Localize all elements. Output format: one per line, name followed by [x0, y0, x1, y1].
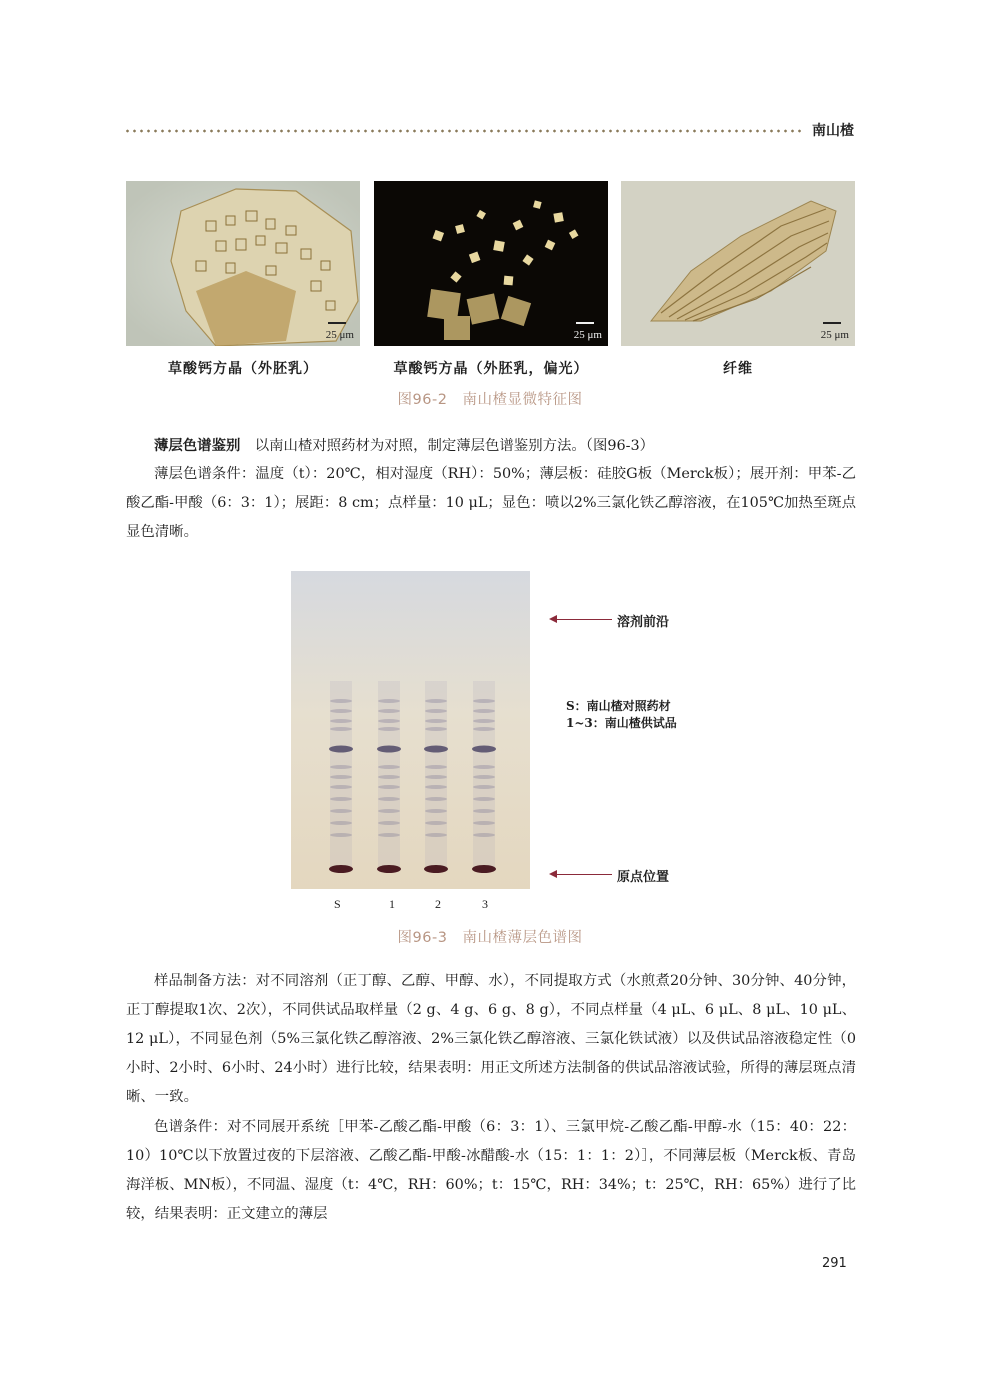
- tlc-faint-band: [473, 833, 495, 837]
- photo-caption: 草酸钙方晶（外胚乳，偏光）: [393, 361, 589, 377]
- tlc-main-band: [424, 746, 448, 753]
- tlc-faint-band: [473, 775, 495, 779]
- tlc-faint-band: [330, 785, 352, 789]
- tlc-plate: [291, 571, 530, 889]
- tlc-faint-band: [473, 709, 495, 713]
- micrograph-polarized-crystals: [374, 181, 608, 346]
- chrom-conditions-paragraph: 色谱条件：对不同展开系统［甲苯-乙酸乙酯-甲酸（6：3：1）、三氯甲烷-乙酸乙酯-甲醇-水（15：40：22：10）10℃以下放置过夜的下层溶液、乙酸乙酯-甲酸-冰醋酸-水（15：1：1：2）］，不同薄层板（Merck板、青岛海洋板、MN板），不同温、湿度（t：4℃，RH：60%；t：15℃，RH：34%；t：25℃，RH：65%）进行了比较，结果表明：正文建立的薄层: [126, 1119, 856, 1222]
- tlc-origin-spot: [472, 865, 496, 873]
- tlc-faint-band: [425, 797, 447, 801]
- tlc-faint-band: [378, 821, 400, 825]
- tlc-faint-band: [330, 719, 352, 723]
- tlc-faint-band: [425, 775, 447, 779]
- tlc-origin-spot: [424, 865, 448, 873]
- tlc-origin-spot: [377, 865, 401, 873]
- scale-label: 25 μm: [325, 329, 354, 341]
- tlc-faint-band: [425, 809, 447, 813]
- tlc-main-band: [377, 746, 401, 753]
- section-intro-text: 以南山楂对照药材为对照，制定薄层色谱鉴别方法。（图96-3）: [254, 438, 655, 454]
- legend-samples: 1~3：南山楂供试品: [566, 716, 677, 730]
- legend-reference: S：南山楂对照药材: [566, 699, 671, 713]
- section-heading: 薄层色谱鉴别: [154, 437, 241, 454]
- header-dotted-rule: [124, 129, 804, 133]
- tlc-faint-band: [378, 765, 400, 769]
- tlc-faint-band: [473, 727, 495, 731]
- tlc-faint-band: [378, 809, 400, 813]
- figure-96-2-caption: 图96-2 南山楂显微特征图: [397, 392, 583, 408]
- photo-caption: 纤维: [723, 361, 753, 377]
- fiber-bundle-image: [621, 181, 855, 346]
- tlc-faint-band: [473, 699, 495, 703]
- tlc-faint-band: [330, 699, 352, 703]
- tlc-faint-band: [378, 785, 400, 789]
- tlc-faint-band: [378, 775, 400, 779]
- tlc-faint-band: [330, 727, 352, 731]
- tlc-faint-band: [473, 719, 495, 723]
- scale-bar: [823, 322, 841, 324]
- polarized-crystal-image: [374, 181, 608, 346]
- tlc-faint-band: [378, 699, 400, 703]
- tlc-conditions-paragraph: 薄层色谱条件：温度（t）：20℃，相对湿度（RH）：50%；薄层板：硅胶G板（Merck板）；展开剂：甲苯-乙酸乙酯-甲酸（6：3：1）；展距：8 cm；点样量：10 μL；显色：喷以2%三氯化铁乙醇溶液，在105℃加热至斑点显色清晰。: [126, 466, 856, 540]
- tlc-lane: [472, 681, 496, 873]
- solvent-front-pointer: [556, 619, 612, 620]
- tlc-faint-band: [425, 709, 447, 713]
- tlc-main-band: [329, 746, 353, 753]
- tlc-faint-band: [473, 797, 495, 801]
- tlc-section-intro: [126, 431, 856, 461]
- tlc-lane: [329, 681, 353, 873]
- solvent-front-label: 溶剂前沿: [617, 615, 670, 630]
- tlc-faint-band: [330, 809, 352, 813]
- tlc-faint-band: [425, 727, 447, 731]
- tlc-faint-band: [330, 709, 352, 713]
- tlc-faint-band: [378, 797, 400, 801]
- sample-prep-paragraph: 样品制备方法：对不同溶剂（正丁醇、乙醇、甲醇、水），不同提取方式（水煎煮20分钟、30分钟、40分钟，正丁醇提取1次、2次），不同供试品取样量（2 g、4 g、6 g、8 g），不同点样量（4 μL、6 μL、8 μL、10 μL、12 μL），不同显色剂（5%三氯化铁乙醇溶液、2%三氯化铁乙醇溶液、三氯化铁试液）以及供试品溶液稳定性（0小时、2小时、6小时、24小时）进行比较，结果表明：用正文所述方法制备的供试品溶液试验，所得的薄层斑点清晰、一致。: [126, 973, 856, 1105]
- origin-pointer: [556, 874, 612, 875]
- tlc-faint-band: [330, 821, 352, 825]
- figure-96-3-caption: 图96-3 南山楂薄层色谱图: [397, 930, 583, 946]
- tlc-origin-spot: [329, 865, 353, 873]
- tlc-faint-band: [330, 775, 352, 779]
- lane-label-s: S: [334, 897, 341, 911]
- tlc-plate-image: [291, 571, 530, 889]
- page-number: 291: [822, 1256, 847, 1271]
- lane-label-2: 2: [435, 897, 441, 911]
- micrograph-fibers: [621, 181, 855, 346]
- scale-bar: [328, 322, 346, 324]
- tlc-faint-band: [425, 821, 447, 825]
- tlc-faint-band: [378, 727, 400, 731]
- scale-label: 25 μm: [573, 329, 602, 341]
- tlc-faint-band: [473, 809, 495, 813]
- tlc-faint-band: [473, 765, 495, 769]
- tlc-faint-band: [425, 765, 447, 769]
- running-header-title: 南山楂: [812, 123, 854, 139]
- tlc-faint-band: [425, 719, 447, 723]
- lane-label-1: 1: [389, 897, 395, 911]
- tlc-faint-band: [330, 765, 352, 769]
- scale-bar: [576, 322, 594, 324]
- tlc-main-band: [472, 746, 496, 753]
- tlc-faint-band: [378, 709, 400, 713]
- tlc-lane: [424, 681, 448, 873]
- crystal-cluster-image: [126, 181, 360, 346]
- tlc-lane: [377, 681, 401, 873]
- micrograph-endosperm-crystals: [126, 181, 360, 346]
- tlc-faint-band: [378, 833, 400, 837]
- lane-label-3: 3: [482, 897, 488, 911]
- origin-label: 原点位置: [617, 870, 670, 885]
- tlc-faint-band: [378, 719, 400, 723]
- scale-label: 25 μm: [820, 329, 849, 341]
- tlc-faint-band: [473, 821, 495, 825]
- photo-caption: 草酸钙方晶（外胚乳）: [168, 361, 318, 377]
- tlc-faint-band: [425, 699, 447, 703]
- tlc-faint-band: [330, 797, 352, 801]
- tlc-faint-band: [425, 833, 447, 837]
- tlc-faint-band: [330, 833, 352, 837]
- tlc-faint-band: [425, 785, 447, 789]
- tlc-faint-band: [473, 785, 495, 789]
